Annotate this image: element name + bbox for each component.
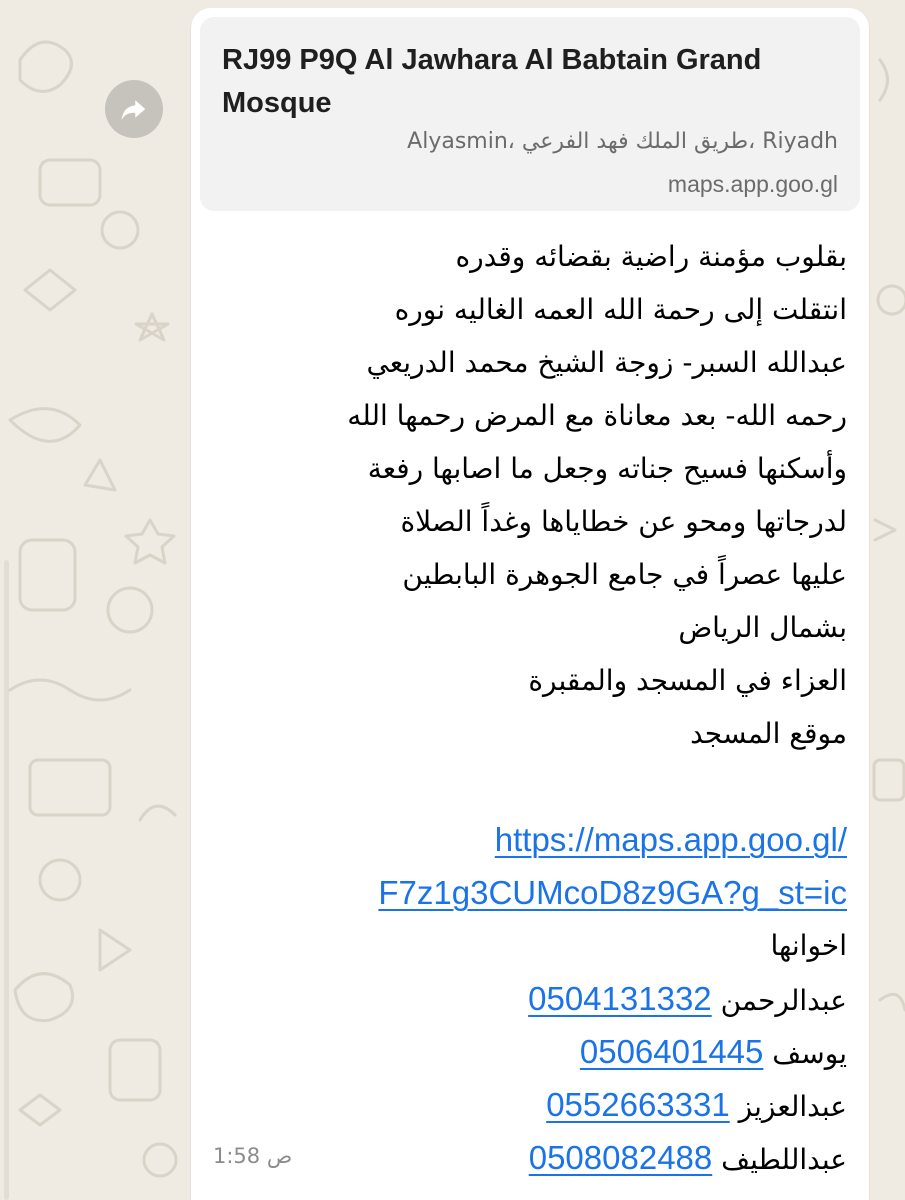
- contact-row: [207, 1131, 847, 1184]
- contact-row: [207, 1078, 847, 1131]
- timestamp-period: ص: [266, 1144, 293, 1168]
- contact-name: يوسف: [772, 1037, 847, 1070]
- message-line: عبدالله السبر- زوجة الشيخ محمد الدريعي: [366, 346, 847, 379]
- message-text: [207, 230, 847, 1184]
- contact-name: عبدالرحمن: [720, 984, 847, 1017]
- message-line: بقلوب مؤمنة راضية بقضائه وقدره: [455, 240, 847, 273]
- message-timestamp: [213, 1144, 292, 1168]
- link-preview-address: Alyasmin، طريق الملك فهد الفرعي، Riyadh: [407, 129, 838, 154]
- scroll-indicator[interactable]: [4, 560, 9, 1200]
- blank-line: [207, 760, 847, 813]
- contact-row: [207, 1025, 847, 1078]
- message-bubble[interactable]: [191, 8, 869, 1200]
- link-preview-card[interactable]: [200, 17, 860, 211]
- link-preview-title: RJ99 P9Q Al Jawhara Al Babtain Grand Mosque: [222, 44, 762, 119]
- map-url-link[interactable]: https://maps.app.goo.gl/: [494, 821, 847, 858]
- message-line: لدرجاتها ومحو عن خطاياها وغداً الصلاة: [400, 505, 847, 538]
- contact-phone-link[interactable]: 0506401445: [579, 1033, 764, 1070]
- forward-arrow-icon: [119, 94, 149, 124]
- message-line: بشمال الرياض: [678, 611, 847, 644]
- brothers-label: اخوانها: [770, 929, 847, 962]
- contact-phone-link[interactable]: 0504131332: [528, 980, 712, 1017]
- contact-name: عبدالعزيز: [738, 1090, 847, 1123]
- message-line: رحمه الله- بعد معاناة مع المرض رحمها الله: [347, 399, 847, 432]
- contact-phone-link[interactable]: 0552663331: [546, 1086, 730, 1123]
- message-line: انتقلت إلى رحمة الله العمه الغاليه نوره: [394, 293, 847, 326]
- forward-button[interactable]: [105, 80, 163, 138]
- map-url-line-2: [207, 866, 847, 919]
- message-line: عليها عصراً في جامع الجوهرة البابطين: [402, 558, 847, 591]
- link-preview-domain: maps.app.goo.gl: [667, 171, 838, 197]
- contact-phone-link[interactable]: 0508082488: [528, 1139, 713, 1176]
- contact-name: عبداللطيف: [721, 1143, 847, 1176]
- message-line: موقع المسجد: [690, 717, 847, 750]
- timestamp-time: 1:58: [213, 1144, 261, 1168]
- message-line: العزاء في المسجد والمقبرة: [528, 664, 847, 697]
- contact-row: [207, 972, 847, 1025]
- message-line: وأسكنها فسيح جناته وجعل ما اصابها رفعة: [367, 452, 847, 485]
- map-url-link[interactable]: F7z1g3CUMcoD8z9GA?g_st=ic: [378, 874, 847, 911]
- map-url-line-1: [207, 813, 847, 866]
